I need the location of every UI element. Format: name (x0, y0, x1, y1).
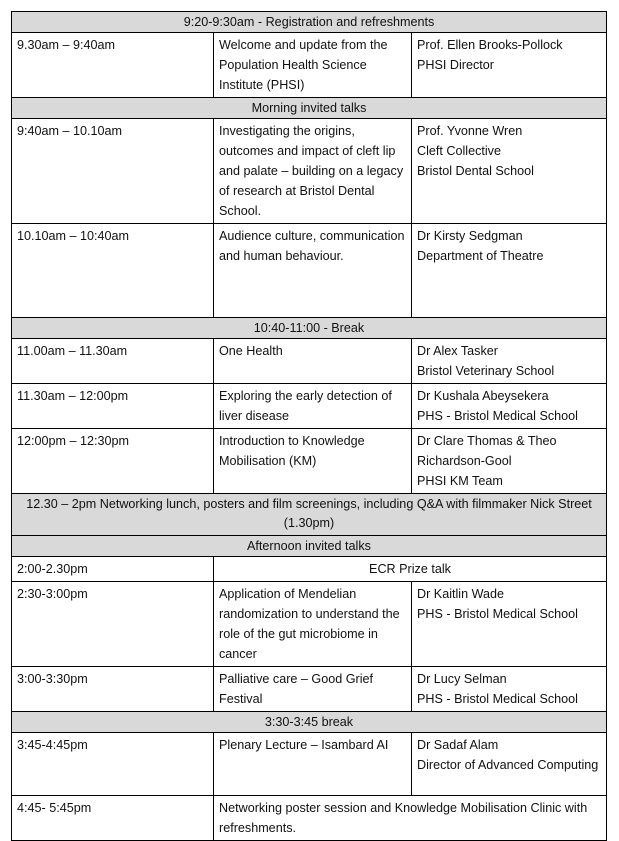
section-heading: 10:40-11:00 - Break (12, 318, 607, 339)
session-time: 2:30-3:00pm (12, 582, 214, 667)
session-title: Exploring the early detection of liver disease (214, 384, 412, 429)
session-speaker (412, 429, 607, 494)
session-speaker (412, 339, 607, 384)
session-time: 3:45-4:45pm (12, 733, 214, 796)
speaker-line: Prof. Ellen Brooks-Pollock (417, 38, 563, 52)
speaker-line: PHSI Director (417, 58, 494, 72)
session-row (12, 796, 607, 841)
section-band-row (12, 98, 607, 119)
speaker-line: Bristol Dental School (417, 164, 534, 178)
session-time: 9.30am – 9:40am (12, 33, 214, 98)
section-band-row (12, 712, 607, 733)
speaker-line: Dr Lucy Selman (417, 672, 507, 686)
section-band-row (12, 536, 607, 557)
section-heading: 9:20-9:30am - Registration and refreshments (12, 12, 607, 33)
session-row (12, 429, 607, 494)
ecr-prize-talk: ECR Prize talk (214, 557, 607, 582)
session-time: 2:00-2.30pm (12, 557, 214, 582)
speaker-line: Dr Clare Thomas & Theo Richardson-Gool (417, 434, 557, 468)
section-heading: Afternoon invited talks (12, 536, 607, 557)
speaker-line: Director of Advanced Computing (417, 758, 599, 772)
session-title: Application of Mendelian randomization to understand the role of the gut microbiome in cancer (214, 582, 412, 667)
session-row (12, 33, 607, 98)
section-heading: 3:30-3:45 break (12, 712, 607, 733)
session-time: 11.30am – 12:00pm (12, 384, 214, 429)
section-band-row (12, 494, 607, 536)
section-heading: 12.30 – 2pm Networking lunch, posters and film screenings, including Q&A with filmmaker Nick Street (1.30pm) (12, 494, 607, 536)
session-title: Welcome and update from the Population Health Science Institute (PHSI) (214, 33, 412, 98)
session-row (12, 384, 607, 429)
session-row (12, 582, 607, 667)
session-speaker (412, 384, 607, 429)
session-time: 4:45- 5:45pm (12, 796, 214, 841)
speaker-line: Department of Theatre (417, 249, 544, 263)
section-band-row (12, 318, 607, 339)
session-row (12, 224, 607, 318)
speaker-line: Dr Kushala Abeysekera (417, 389, 549, 403)
speaker-line: Dr Alex Tasker (417, 344, 498, 358)
session-row (12, 339, 607, 384)
schedule-table (11, 11, 607, 841)
session-title: Introduction to Knowledge Mobilisation (KM) (214, 429, 412, 494)
session-time: 12:00pm – 12:30pm (12, 429, 214, 494)
section-band-row (12, 12, 607, 33)
speaker-line: PHS - Bristol Medical School (417, 607, 578, 621)
session-time: 9:40am – 10.10am (12, 119, 214, 224)
session-time: 11.00am – 11.30am (12, 339, 214, 384)
speaker-line: Bristol Veterinary School (417, 364, 555, 378)
session-time: 3:00-3:30pm (12, 667, 214, 712)
session-speaker (412, 733, 607, 796)
speaker-line: Dr Kirsty Sedgman (417, 229, 523, 243)
speaker-line: Cleft Collective (417, 144, 501, 158)
speaker-line: PHSI KM Team (417, 474, 503, 488)
session-speaker (412, 119, 607, 224)
speaker-line: PHS - Bristol Medical School (417, 409, 578, 423)
session-row (12, 733, 607, 796)
speaker-line: PHS - Bristol Medical School (417, 692, 578, 706)
session-title: One Health (214, 339, 412, 384)
session-title: Palliative care – Good Grief Festival (214, 667, 412, 712)
section-heading: Morning invited talks (12, 98, 607, 119)
session-title: Investigating the origins, outcomes and impact of cleft lip and palate – building on a legacy of research at Bristol Dental School. (214, 119, 412, 224)
session-speaker (412, 224, 607, 318)
session-title: Plenary Lecture – Isambard AI (214, 733, 412, 796)
speaker-line: Dr Kaitlin Wade (417, 587, 505, 601)
session-title: Audience culture, communication and human behaviour. (214, 224, 412, 318)
session-row (12, 557, 607, 582)
speaker-line: Prof. Yvonne Wren (417, 124, 523, 138)
session-row (12, 667, 607, 712)
session-description: Networking poster session and Knowledge Mobilisation Clinic with refreshments. (214, 796, 607, 841)
session-speaker (412, 667, 607, 712)
session-row (12, 119, 607, 224)
speaker-line: Dr Sadaf Alam (417, 738, 499, 752)
session-time: 10.10am – 10:40am (12, 224, 214, 318)
session-speaker (412, 33, 607, 98)
session-speaker (412, 582, 607, 667)
